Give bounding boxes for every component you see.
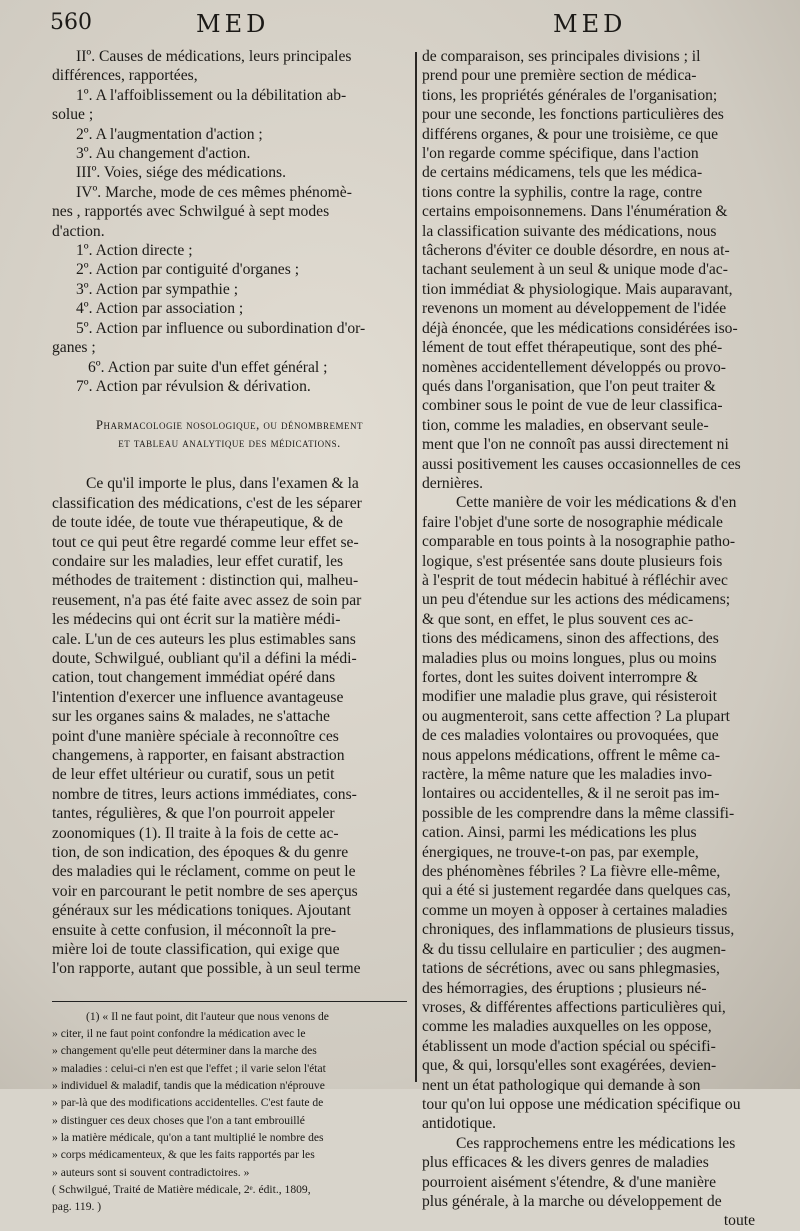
body-line: tions, les propriétés générales de l'organisation; [422,86,718,104]
body-line: nent un état pathologique qui demande à son [422,1076,701,1094]
body-line: tantes, régulières, & que l'on pourroit appeler [52,805,335,823]
body-line: énergiques, ne trouve-t-on pas, par exemple, [422,843,699,861]
body-line: les médecins qui ont écrit sur la matière médi- [52,611,341,629]
footnote-line: » changement qu'elle peut déterminer dans la marche des [52,1044,317,1058]
body-line: mière loi de toute classification, qui exige que [52,941,340,959]
right-column [422,47,755,1231]
heading-line: et tableau analytique des médications. [118,436,341,451]
body-line: tour qu'on lui oppose une médication spécifique ou [422,1095,741,1113]
running-head-left: MED [196,10,270,38]
outline-item: 1º. Action directe ; [76,242,193,260]
body-line: ment que l'on ne connoît pas aussi directement ni [422,436,729,454]
footnote-line: » auteurs sont si souvent contradictoires. » [52,1165,250,1179]
body-line: méthodes de traitement : distinction qui, malheu- [52,572,359,590]
body-line: nombre de titres, leurs actions immédiates, cons- [52,785,357,803]
body-line: tachant seulement à un seul & unique mode d'ac- [422,261,728,279]
body-line: possible de les comprendre dans la même classifi- [422,804,735,822]
body-line: fortes, dont les suites doivent interrompre & [422,669,698,686]
body-line: des phénomènes fébriles ? La fièvre elle-même, [422,863,721,881]
body-line: comme un moyen à opposer à certaines maladies [422,901,728,919]
body-line: plus efficaces & les divers genres de maladies [422,1154,709,1172]
body-line: cation. Ainsi, parmi les médications les plus [422,824,697,842]
footnote-line: (1) « Il ne faut point, dit l'auteur que nous venons de [86,1009,329,1023]
footnote-line: » par-là que des modifications accidentelles. C'est faute de [52,1096,324,1110]
body-line: & du tissu cellulaire en particulier ; des augmen- [422,940,726,958]
body-line: zoonomiques (1). Il traite à la fois de cette ac- [52,824,339,842]
outline-item: différences, rapportées, [52,67,198,85]
body-line: tâcherons d'éviter ce double désordre, en nous at- [422,242,730,260]
outline-item: 1º. A l'affoiblissement ou la débilitation ab- [76,86,347,104]
body-line: comparable en tous points à la nosographie patho- [422,533,736,551]
paragraph-3 [422,1134,755,1212]
body-line: établissent un mode d'action spécial ou spécifi- [422,1037,716,1055]
footnote-line: pag. 119. ) [52,1200,102,1214]
body-line: sur les organes sains & malades, ne s'attache [52,708,330,726]
paragraph-2 [422,493,755,1133]
body-line: point d'une manière spéciale à reconnoître ces [52,727,339,745]
paragraph-1 [422,47,755,493]
body-line: des hémorragies, des éruptions ; plusieurs né- [422,979,707,997]
body-line: doute, Schwilgué, oubliant qu'il a défini la médi- [52,649,357,667]
body-line: qui a été si justement regardée dans quelques cas, [422,882,731,900]
footnote-line: » citer, il ne faut point confondre la médication avec le [52,1027,306,1041]
body-line: chroniques, des inflammations de plusieurs tissus, [422,921,735,939]
body-line: lément de tout effet thérapeutique, sont des phé- [422,339,723,357]
body-line: ensuite à cette confusion, il méconnoît la pre- [52,921,337,939]
body-line: l'intention d'exercer une influence avantageuse [52,688,344,706]
body-line: de comparaison, ses principales divisions ; il [422,48,701,65]
body-line: lontaires ou accidentelles, & il ne seroit pas im- [422,785,720,803]
body-line: tion, comme les maladies, en observant seule- [422,416,709,434]
body-line: reusement, n'a pas été faite avec assez de soin par [52,591,362,609]
body-line: cation, tout changement immédiat opéré dans [52,669,336,687]
outline-item: IIIº. Voies, siége des médications. [76,164,286,182]
body-line: pourroient aisément s'étendre, & d'une manière [422,1173,716,1191]
footnote-line: » corps médicamenteux, & que les faits rapportés par les [52,1148,315,1162]
footnote-rule [52,1001,407,1002]
body-line: de leur effet ultérieur ou curatif, sous un petit [52,766,335,784]
body-line: ou augmenteroit, sans cette affection ? La plupart [422,707,730,725]
outline-item: 3º. Au changement d'action. [76,145,251,163]
body-line: tion immédiat & physiologique. Mais auparavant, [422,280,733,298]
body-paragraph [52,474,407,979]
body-line: un peu d'étendue sur les actions des médicamens; [422,591,731,609]
body-line: tion, de son indication, des époques & du genre [52,844,349,862]
body-line: de toute idée, de toute vue thérapeutique, & de [52,514,343,532]
body-line: changemens, à rapporter, en faisant abstraction [52,747,345,764]
body-line: faire l'objet d'une sorte de nosographie médicale [422,513,723,531]
outline-item: 2º. Action par contiguité d'organes ; [76,261,300,279]
footnote-line: » la matière médicale, qu'on a tant multiplié le nombre des [52,1130,324,1144]
body-line: généraux sur les médications toniques. Ajoutant [52,902,351,920]
footnote-line: » individuel & maladif, tandis que la médication n'éprouve [52,1079,325,1093]
heading-line: Pharmacologie nosologique, ou dénombrement [96,418,363,433]
column-rule [415,52,417,1082]
body-line: condaire sur les maladies, leur effet curatif, les [52,552,344,570]
body-line: modifier une maladie plus grave, qui résisteroit [422,688,717,706]
body-line: pour une seconde, les fonctions particulières des [422,106,724,124]
body-line: la classification suivante des médications, nous [422,222,717,240]
outline-item: 7º. Action par révulsion & dérivation. [76,377,311,395]
body-line: maladies plus ou moins longues, plus ou moins [422,649,717,667]
body-line: que, & qui, lorsqu'elles sont exagérées, devien- [422,1057,717,1075]
outline-item: solue ; [52,106,94,124]
body-line: cale. L'un de ces auteurs les plus estimables sans [52,630,356,648]
body-line: nomènes accidentellement développés ou provo- [422,358,726,376]
body-line: de certains médicamens, tels que les médica- [422,164,703,182]
body-line: Ce qu'il importe le plus, dans l'examen & la [86,475,359,493]
body-line: logique, s'est présentée sans doute plusieurs fois [422,552,723,570]
body-line: classification des médications, c'est de les séparer [52,494,362,512]
body-line: comme les maladies auxquelles on les oppose, [422,1018,712,1036]
footnote-line: » maladies : celui-ci n'en est que l'effet ; il varie selon l'état [52,1061,326,1075]
left-column [52,47,407,1215]
footnote-line: ( Schwilgué, Traité de Matière médicale, 2ᵉ. édit., 1809, [52,1182,311,1196]
footnote [52,1008,407,1216]
outline-item: IVº. Marche, mode de ces mêmes phénomè- [76,183,352,201]
body-line: à l'esprit de tout médecin habitué à réfléchir avec [422,571,728,589]
section-heading [52,416,407,452]
body-line: prend pour une première section de médica- [422,67,697,85]
outline-item: nes , rapportés avec Schwilgué à sept modes [52,203,330,221]
body-line: tations de sécrétions, avec ou sans phlegmasies, [422,960,720,978]
body-line: dernières. [422,474,484,492]
body-line: nous appelons médications, offrent le même ca- [422,746,721,764]
body-line: tions contre la syphilis, contre la rage, contre [422,183,703,201]
body-line: revenons un moment au développement de l'idée [422,300,727,318]
body-line: l'on regarde comme spécifique, dans l'action [422,145,699,163]
body-line: de ces maladies volontaires ou provoquées, que [422,727,719,745]
body-line: Cette manière de voir les médications & d'en [456,494,737,512]
outline-item: 4º. Action par association ; [76,300,244,318]
outline-item: 6º. Action par suite d'un effet général ; [88,358,328,376]
body-line: des maladies qui le réclament, comme on peut le [52,863,356,881]
outline-item: IIº. Causes de médications, leurs principales [76,48,352,65]
body-line: combiner sous le point de vue de leur classifica- [422,397,723,415]
body-line: tions des médicamens, sinon des affections, des [422,630,719,648]
outline-item: 2º. A l'augmentation d'action ; [76,125,263,143]
body-line: qués dans l'organisation, que l'on peut traiter & [422,377,716,395]
body-line: ractère, la même nature que les maladies invo- [422,766,713,784]
body-line: voir en parcourant le petit nombre de ses aperçus [52,882,358,900]
outline-item: ganes ; [52,339,96,357]
body-line: plus générale, à la marche ou développement de [422,1192,722,1210]
body-line: l'on rapporte, autant que possible, à un seul terme [52,960,361,978]
outline-item: d'action. [52,222,105,240]
catchword: toute [723,1212,755,1230]
body-line: aussi positivement les causes occasionnelles de ces [422,455,741,473]
body-line: antidotique. [422,1115,497,1133]
page-number: 560 [50,10,92,35]
body-line: déjà énoncée, que les médications considérées iso- [422,319,738,337]
footnote-line: » distinguer ces deux choses que l'on a tant embrouillé [52,1113,305,1127]
body-line: Ces rapprochemens entre les médications les [456,1134,736,1152]
body-line: tout ce qui peut être regardé comme leur effet se- [52,533,359,551]
outline-item: 3º. Action par sympathie ; [76,280,239,298]
body-line: différens organes, & pour une troisième, ce que [422,125,719,143]
body-line: & que sont, en effet, le plus souvent ces ac- [422,610,694,628]
running-head-right: MED [553,10,627,38]
outline-item: 5º. Action par influence ou subordination d'or- [76,319,366,337]
outline-list [52,47,407,396]
body-line: certains empoisonnemens. Dans l'énumération & [422,203,728,221]
body-line: vroses, & différentes affections particulières qui, [422,998,726,1016]
